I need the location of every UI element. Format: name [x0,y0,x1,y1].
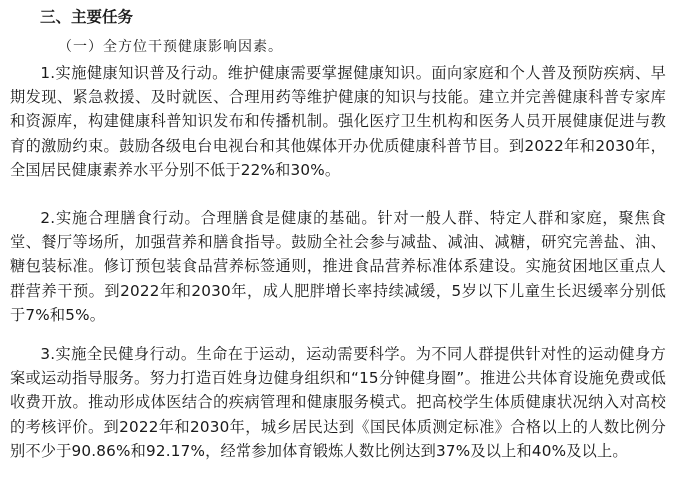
paragraph-national-fitness: 3.实施全民健身行动。生命在于运动，运动需要科学。为不同人群提供针对性的运动健身方案或运动指导服务。努力打造百姓身边健身组织和“15分钟健身圈”。推进公共体育设施免费或低收费开放。推动形成体医结合的疾病管理和健康服务模式。把高校学生体质健康状况纳入对高校的考核评价。到2022年和2030年，城乡居民达到《国民体质测定标准》合格以上的人数比例分别不少于90.86%和92.17%，经常参加体育锻炼人数比例达到37%及以上和40%及以上。 [10,345,666,460]
subsection-heading: （一）全方位干预健康影响因素。 [58,39,283,55]
paragraph-reasonable-diet: 2.实施合理膳食行动。合理膳食是健康的基础。针对一般人群、特定人群和家庭，聚焦食堂、餐厅等场所，加强营养和膳食指导。鼓励全社会参与减盐、减油、减糖，研究完善盐、油、糖包装标准。修订预包装食品营养标签通则，推进食品营养标准体系建设。实施贫困地区重点人群营养干预。到2022年和2030年，成人肥胖增长率持续减缓，5岁以下儿童生长迟缓率分别低于7%和5%。 [10,209,666,324]
section-heading: 三、主要任务 [40,8,134,26]
paragraph-health-knowledge: 1.实施健康知识普及行动。维护健康需要掌握健康知识。面向家庭和个人普及预防疾病、早期发现、紧急救援、及时就医、合理用药等维护健康的知识与技能。建立并完善健康科普专家库和资源库，构建健康科普知识发布和传播机制。强化医疗卫生机构和医务人员开展健康促进与教育的激励约束。鼓励各级电台电视台和其他媒体开办优质健康科普节目。到2022年和2030年，全国居民健康素养水平分别不低于22%和30%。 [10,64,666,179]
